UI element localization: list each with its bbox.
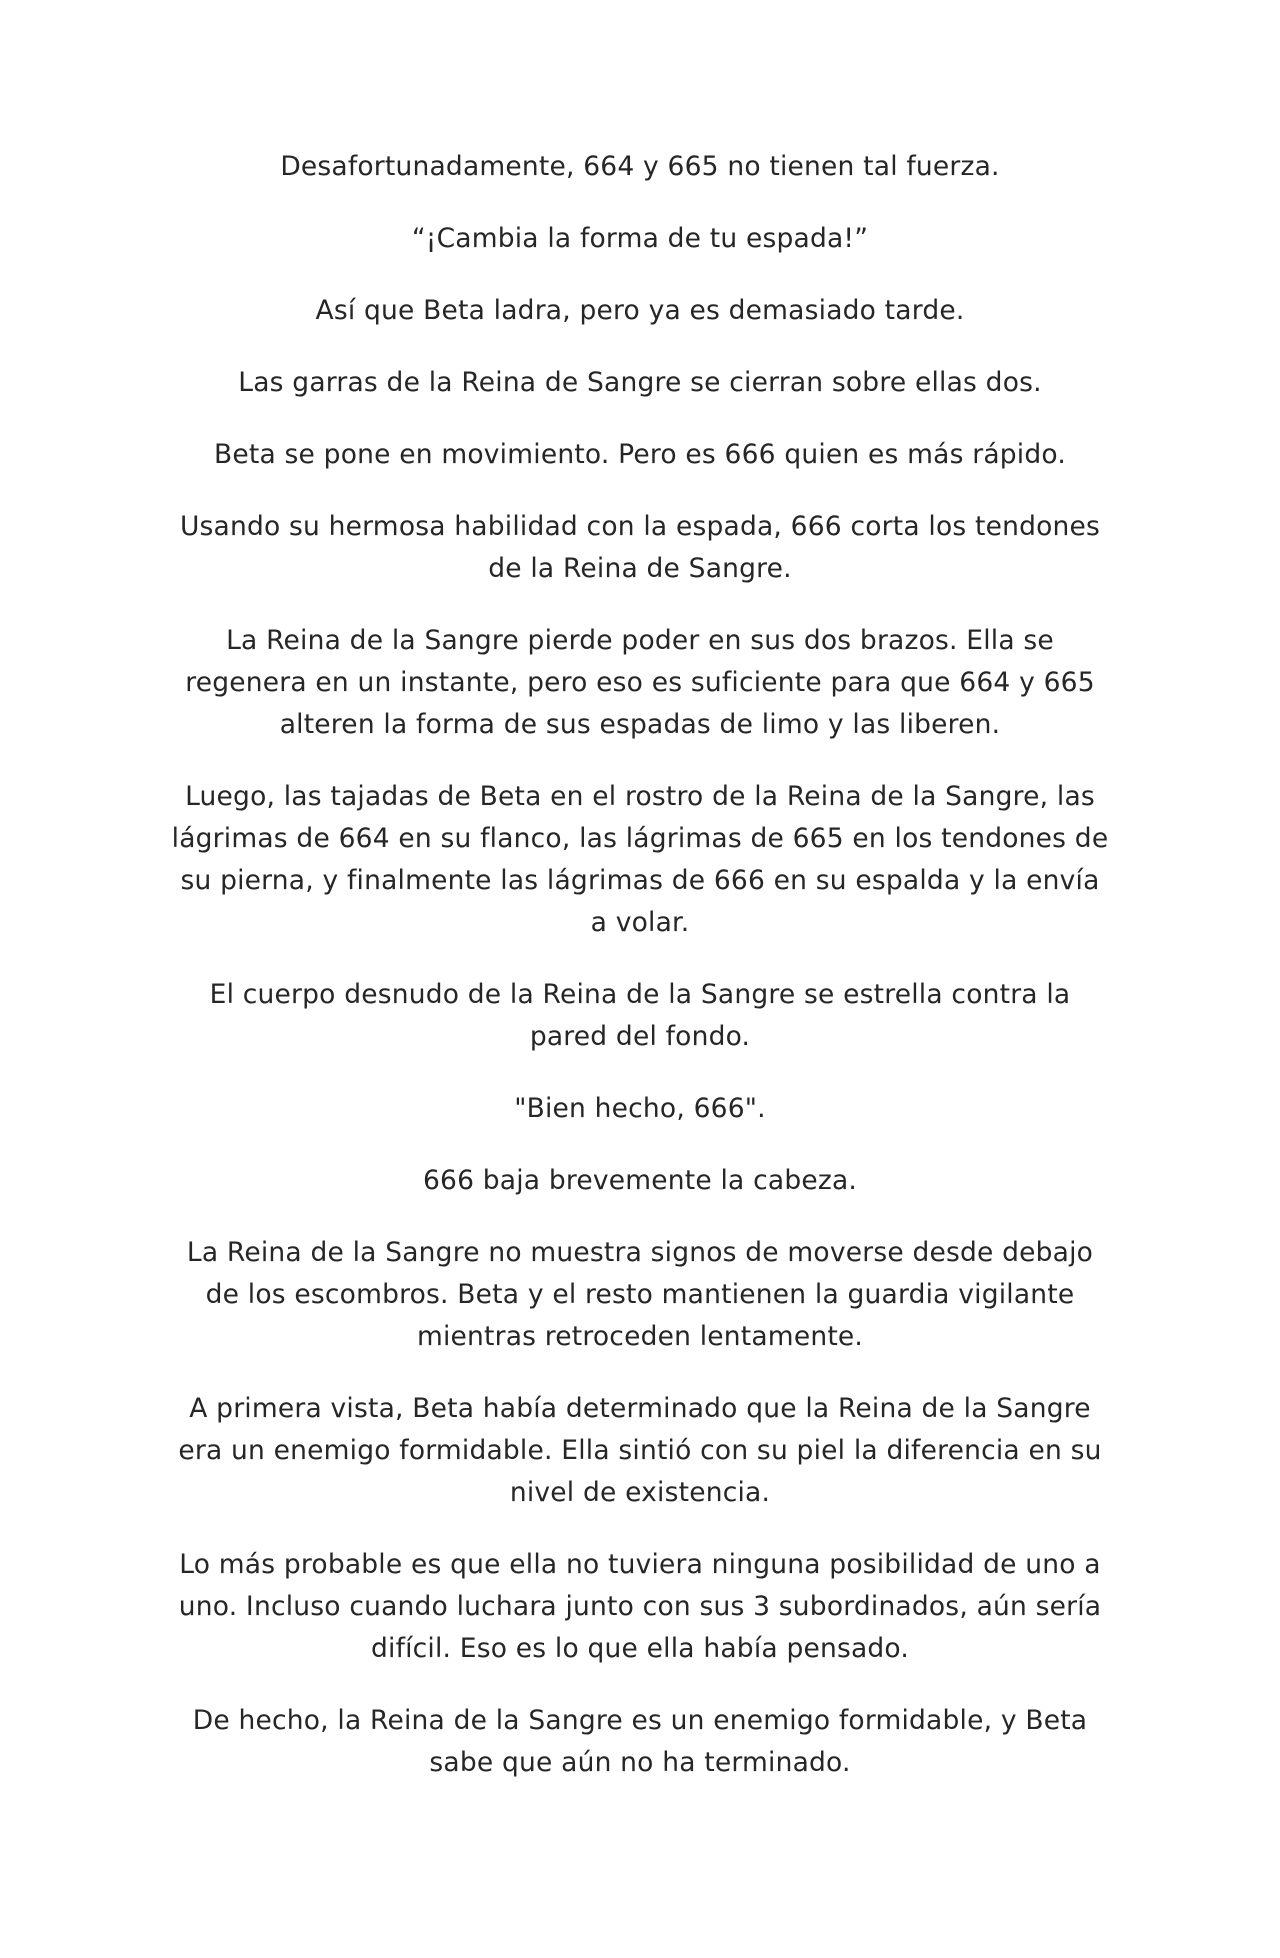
paragraph: Así que Beta ladra, pero ya es demasiado tarde. (315, 295, 965, 326)
paragraph: Beta se pone en movimiento. Pero es 666 quien es más rápido. (214, 439, 1066, 470)
paragraph: Desafortunadamente, 664 y 665 no tienen tal fuerza. (280, 151, 1000, 182)
paragraph: El cuerpo desnudo de la Reina de la Sangre se estrella contra la pared del fondo. (209, 979, 1071, 1052)
paragraph: “¡Cambia la forma de tu espada!” (411, 223, 869, 254)
text-column (170, 146, 1110, 1784)
paragraph: "Bien hecho, 666". (514, 1093, 766, 1124)
paragraph: De hecho, la Reina de la Sangre es un enemigo formidable, y Beta sabe que aún no ha terminado. (192, 1705, 1088, 1778)
paragraph: Lo más probable es que ella no tuviera ninguna posibilidad de uno a uno. Incluso cuando luchara junto con sus 3 subordinados, aún sería difícil. Eso es lo que ella había pensado. (178, 1549, 1102, 1664)
paragraph: La Reina de la Sangre pierde poder en sus dos brazos. Ella se regenera en un instante, pero eso es suficiente para que 664 y 665 alteren la forma de sus espadas de limo y las liberen. (185, 625, 1095, 740)
paragraph: A primera vista, Beta había determinado que la Reina de la Sangre era un enemigo formidable. Ella sintió con su piel la diferencia en su nivel de existencia. (178, 1393, 1102, 1508)
paragraph: La Reina de la Sangre no muestra signos de moverse desde debajo de los escombros. Beta y el resto mantienen la guardia vigilante mientras retroceden lentamente. (186, 1237, 1094, 1352)
paragraph: Luego, las tajadas de Beta en el rostro de la Reina de la Sangre, las lágrimas de 664 en su flanco, las lágrimas de 665 en los tendones de su pierna, y finalmente las lágrimas de 666 en su espalda y la envía a volar. (171, 781, 1109, 938)
paragraph: Usando su hermosa habilidad con la espada, 666 corta los tendones de la Reina de Sangre. (179, 511, 1101, 584)
paragraph: 666 baja brevemente la cabeza. (422, 1165, 858, 1196)
paragraph: Las garras de la Reina de Sangre se cierran sobre ellas dos. (238, 367, 1042, 398)
